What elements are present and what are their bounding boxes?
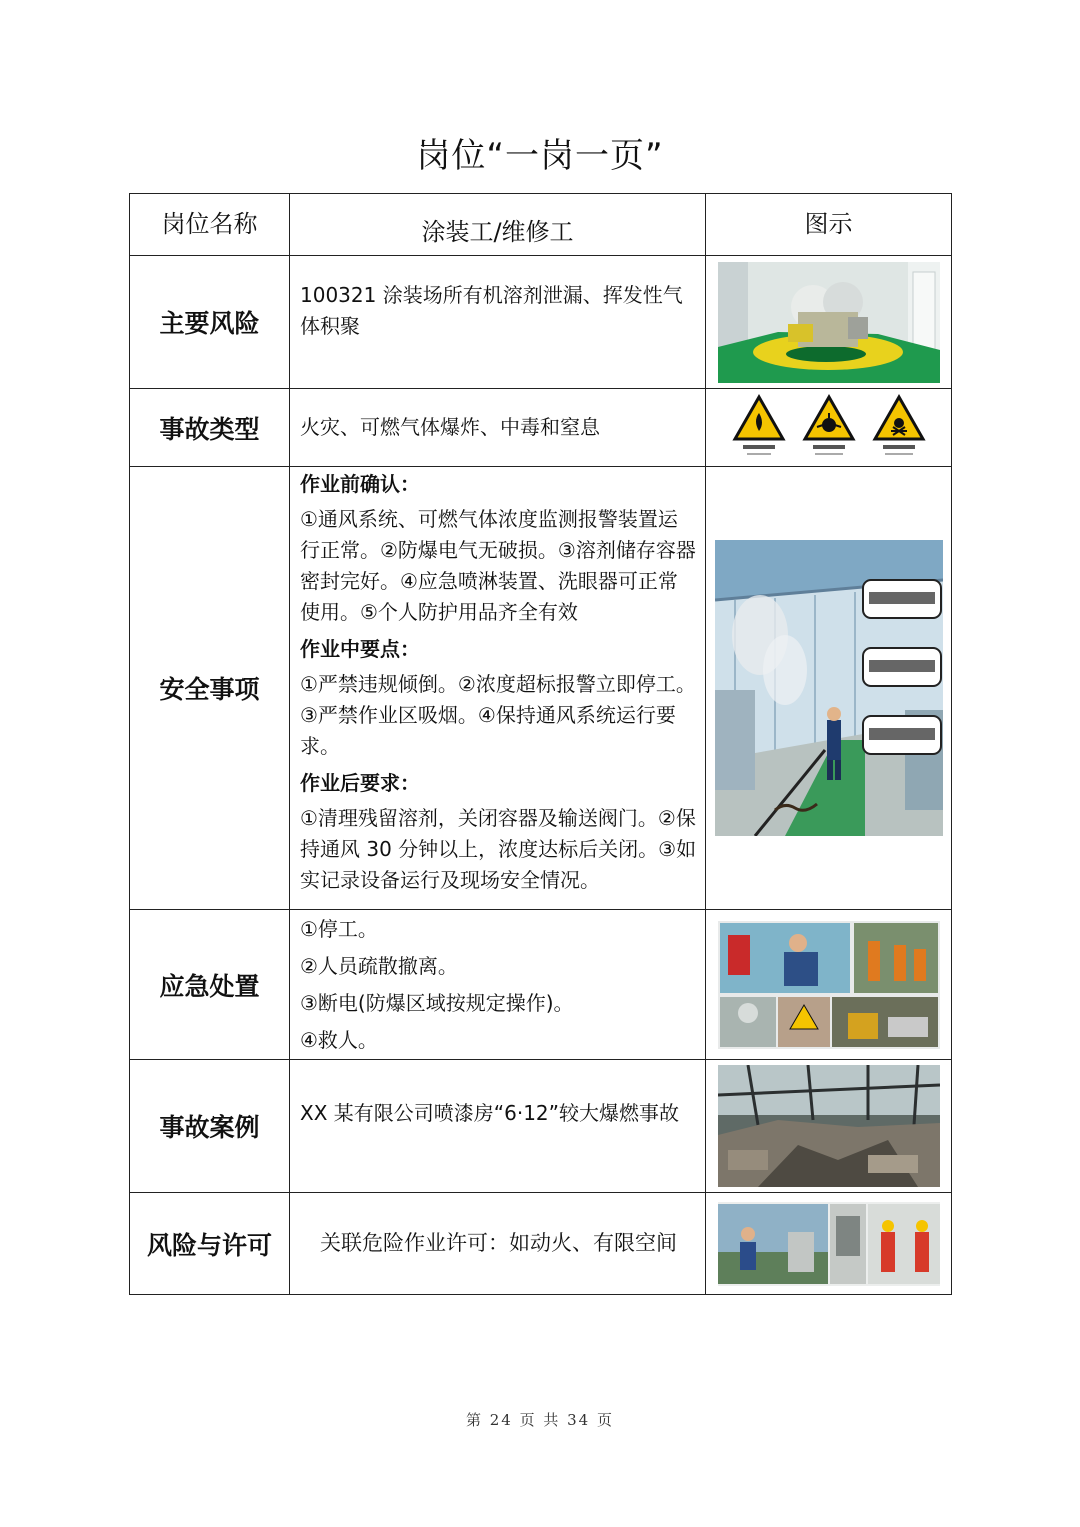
risk-label: 主要风险 xyxy=(130,256,290,389)
during-work-heading: 作业中要点： xyxy=(300,637,420,661)
risk-text xyxy=(290,256,706,389)
permit-label: 风险与许可 xyxy=(130,1193,290,1295)
speech-bubble-icon xyxy=(863,580,941,618)
accident-type-row xyxy=(130,389,952,467)
after-work-text: ①清理残留溶剂，关闭容器及输送阀门。②保持通风 30 分钟以上，浓度达标后关闭。③如实记录设备运行及现场安全情况。 xyxy=(300,806,697,892)
page-title: 岗位“一岗一页” xyxy=(416,136,664,176)
risk-row xyxy=(130,256,952,389)
safety-label: 安全事项 xyxy=(130,467,290,910)
permit-text xyxy=(290,1193,706,1295)
case-image-cell xyxy=(706,1060,952,1193)
permit-image-cell xyxy=(706,1193,952,1295)
header-row xyxy=(130,194,952,256)
header-post-value: 涂装工/维修工 xyxy=(290,194,706,256)
solvent-leak-photo-icon xyxy=(718,262,940,383)
header-post-name-label: 岗位名称 xyxy=(130,194,290,256)
case-row xyxy=(130,1060,952,1193)
case-label: 事故案例 xyxy=(130,1060,290,1193)
permit-work-photos-icon xyxy=(718,1202,940,1286)
poison-warning-sign-icon xyxy=(875,397,923,455)
safety-content xyxy=(290,467,706,910)
case-description: XX 某有限公司喷漆房“6·12”较大爆燃事故 xyxy=(300,1100,680,1125)
safety-row xyxy=(130,467,952,910)
emergency-step-1: ①停工。 xyxy=(300,916,378,941)
emergency-step-3: ③断电(防爆区域按规定操作)。 xyxy=(300,990,574,1015)
before-work-heading: 作业前确认： xyxy=(300,472,420,496)
explosion-warning-sign-icon xyxy=(805,397,853,455)
permit-description: 关联危险作业许可：如动火、有限空间 xyxy=(320,1231,677,1255)
risk-description: 100321 涂装场所有机溶剂泄漏、挥发性气体积聚 xyxy=(300,283,683,338)
during-work-text: ①严禁违规倾倒。②浓度超标报警立即停工。③严禁作业区吸烟。④保持通风系统运行要求。 xyxy=(300,672,696,758)
safety-image-cell xyxy=(706,467,952,910)
speech-bubble-icon xyxy=(863,648,941,686)
post-safety-table xyxy=(129,193,952,1295)
emergency-collage-icon xyxy=(718,921,940,1049)
emergency-step-4: ④救人。 xyxy=(300,1027,378,1052)
risk-image-cell xyxy=(706,256,952,389)
accident-type-label: 事故类型 xyxy=(130,389,290,467)
page-number-footer: 第 24 页 共 34 页 xyxy=(465,1411,614,1429)
warning-signs-icon xyxy=(729,393,929,463)
emergency-image-cell xyxy=(706,910,952,1060)
emergency-steps xyxy=(290,910,706,1060)
emergency-label: 应急处置 xyxy=(130,910,290,1060)
workshop-illustration-icon xyxy=(715,540,943,836)
emergency-row xyxy=(130,910,952,1060)
fire-warning-sign-icon xyxy=(735,397,783,455)
permit-row xyxy=(130,1193,952,1295)
accident-type-text xyxy=(290,389,706,467)
speech-bubble-icon xyxy=(863,716,941,754)
emergency-step-2: ②人员疏散撤离。 xyxy=(300,953,458,978)
explosion-site-photo-icon xyxy=(718,1065,940,1187)
accident-type-image-cell xyxy=(706,389,952,467)
after-work-heading: 作业后要求： xyxy=(300,771,420,795)
before-work-text: ①通风系统、可燃气体浓度监测报警装置运行正常。②防爆电气无破损。③溶剂储存容器密封完好。④应急喷淋装置、洗眼器可正常使用。⑤个人防护用品齐全有效 xyxy=(300,507,696,624)
header-illustration-label: 图示 xyxy=(706,194,952,256)
accident-type-description: 火灾、可燃气体爆炸、中毒和窒息 xyxy=(300,415,600,439)
case-text xyxy=(290,1060,706,1193)
